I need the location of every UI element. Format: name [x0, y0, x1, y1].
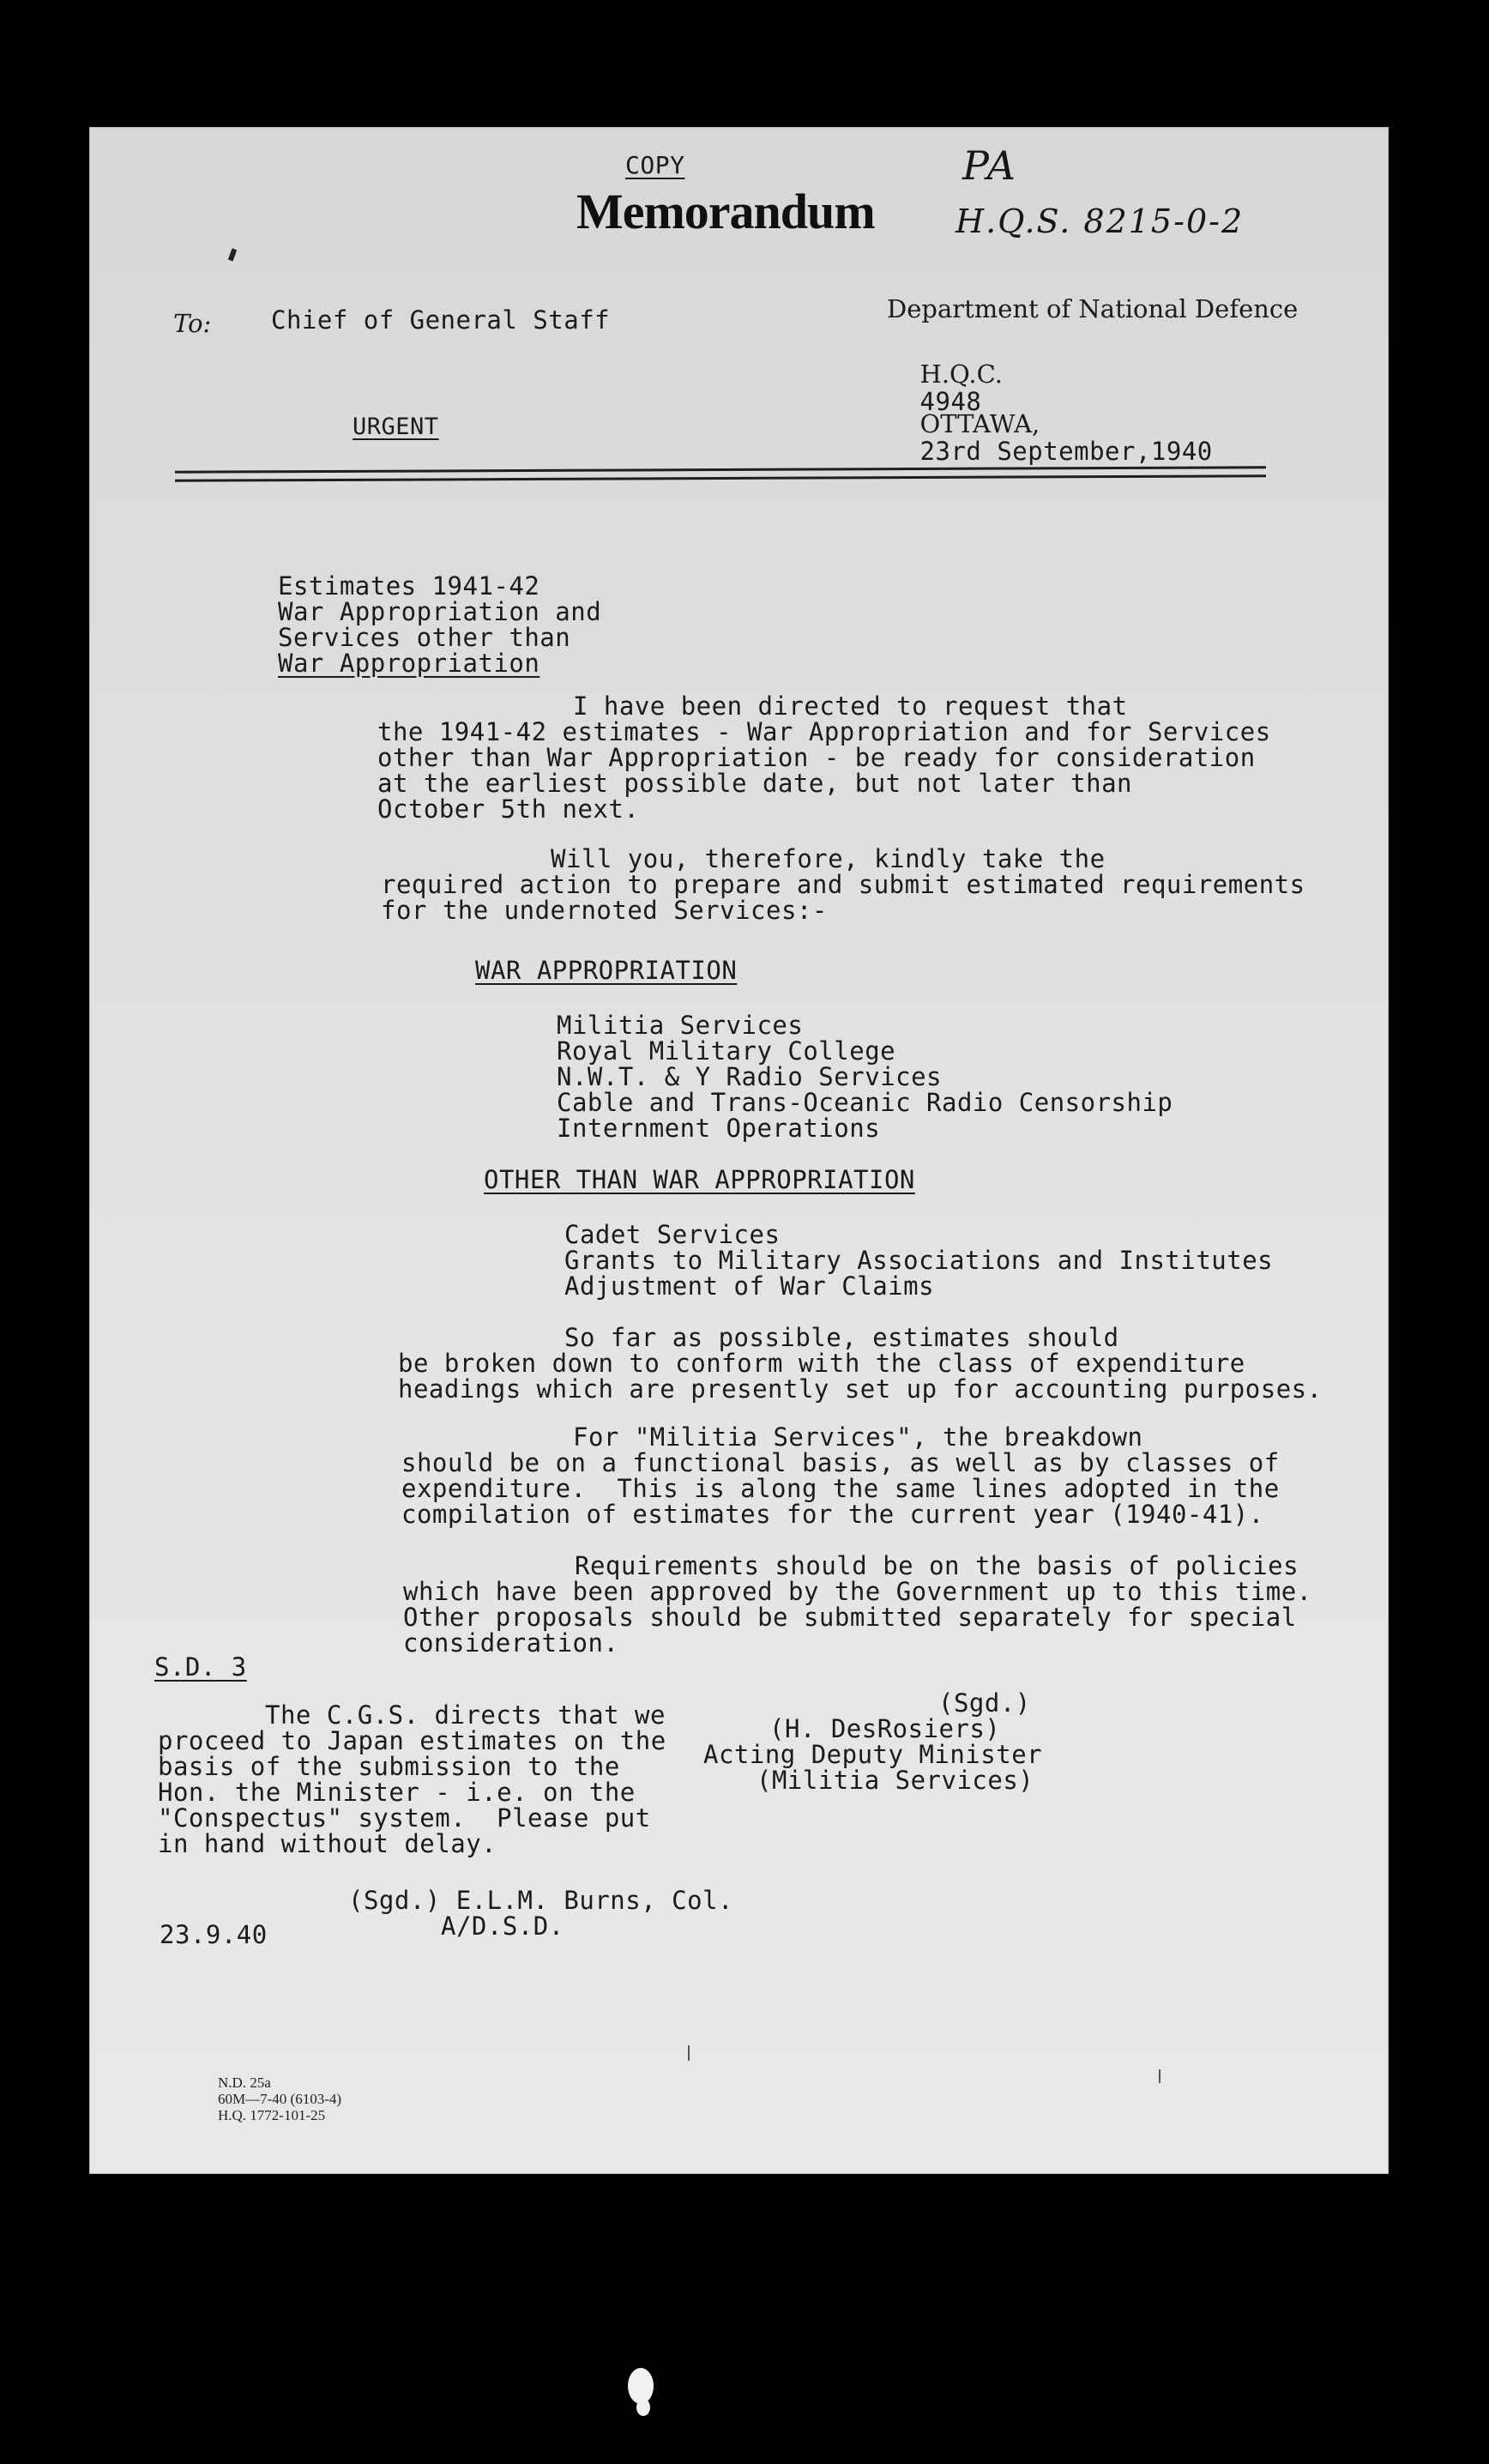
para4-line-1: For "Militia Services", the breakdown [573, 1422, 1143, 1452]
memorandum-title: Memorandum [576, 184, 875, 239]
war-appropriation-heading: WAR APPROPRIATION [475, 956, 738, 985]
para4-line-3: expenditure. This is along the same lines adopted in the [401, 1474, 1280, 1503]
para1-line-4: at the earliest possible date, but not later than [377, 769, 1133, 798]
background-speck [636, 2399, 650, 2416]
para3-line-3: headings which are presently set up for accounting purposes. [398, 1374, 1323, 1404]
minute-line-1: The C.G.S. directs that we [265, 1700, 666, 1730]
minute-line-5: "Conspectus" system. Please put [158, 1803, 651, 1833]
handwritten-initials: PA [962, 142, 1017, 189]
subject-line-2: War Appropriation and [278, 597, 602, 626]
war-item-4: Cable and Trans-Oceanic Radio Censorship [557, 1088, 1173, 1117]
form-code-line-2: 60M—7-40 (6103-4) [218, 2091, 342, 2107]
war-item-2: Royal Military College [557, 1036, 896, 1066]
other-appropriation-heading: OTHER THAN WAR APPROPRIATION [484, 1165, 915, 1194]
ink-mark [228, 248, 237, 261]
minute-signed-by: (Sgd.) E.L.M. Burns, Col. [348, 1886, 733, 1915]
copy-label: COPY [625, 151, 685, 179]
memo-date: 23rd September,1940 [919, 437, 1213, 466]
urgent-label: URGENT [353, 414, 439, 440]
department-name: Department of National Defence [887, 294, 1299, 323]
para2-line-3: for the undernoted Services:- [381, 896, 828, 925]
para1-line-3: other than War Appropriation - be ready for consideration [377, 743, 1256, 772]
form-code-line-1: N.D. 25a [218, 2074, 271, 2091]
para4-line-4: compilation of estimates for the current year (1940-41). [401, 1500, 1264, 1529]
minute-reference: S.D. 3 [154, 1652, 247, 1682]
para3-line-1: So far as possible, estimates should [564, 1323, 1119, 1352]
ink-mark [1159, 2069, 1160, 2083]
other-item-2: Grants to Military Associations and Institutes [564, 1246, 1274, 1275]
signature-branch: (Militia Services) [757, 1766, 1034, 1795]
para2-line-1: Will you, therefore, kindly take the [551, 844, 1106, 873]
hqc-number: 4948 [919, 387, 982, 416]
para4-line-2: should be on a functional basis, as well as by classes of [401, 1448, 1280, 1477]
subject-line-3: Services other than [278, 623, 571, 652]
city: OTTAWA, [919, 409, 1040, 438]
para1-line-1: I have been directed to request that [573, 691, 1128, 721]
memorandum-page [89, 127, 1389, 2174]
para5-line-1: Requirements should be on the basis of policies [575, 1551, 1299, 1580]
hqc-prefix: H.Q.C. [919, 359, 1003, 389]
para5-line-4: consideration. [403, 1628, 619, 1658]
para5-line-2: which have been approved by the Government up to this time. [403, 1577, 1312, 1606]
war-item-3: N.W.T. & Y Radio Services [557, 1062, 942, 1091]
minute-date: 23.9.40 [160, 1920, 268, 1949]
minute-line-4: Hon. the Minister - i.e. on the [158, 1778, 636, 1807]
para3-line-2: be broken down to conform with the class of expenditure [398, 1349, 1245, 1378]
handwritten-file-number: H.Q.S. 8215-0-2 [955, 202, 1245, 240]
war-item-5: Internment Operations [557, 1114, 881, 1143]
subject-line-1: Estimates 1941-42 [278, 571, 540, 601]
minute-line-2: proceed to Japan estimates on the [158, 1726, 666, 1755]
ink-mark [688, 2045, 690, 2061]
other-item-1: Cadet Services [564, 1220, 781, 1249]
war-item-1: Militia Services [557, 1011, 804, 1040]
to-recipient: Chief of General Staff [271, 305, 611, 335]
form-code-line-3: H.Q. 1772-101-25 [218, 2107, 326, 2123]
minute-signed-title: A/D.S.D. [441, 1911, 564, 1941]
minute-line-6: in hand without delay. [158, 1829, 497, 1858]
para1-line-2: the 1941-42 estimates - War Appropriation and for Services [377, 717, 1271, 746]
to-label: To: [173, 309, 212, 338]
signature-sgd: (Sgd.) [938, 1688, 1031, 1718]
para1-line-5: October 5th next. [377, 794, 640, 824]
para5-line-3: Other proposals should be submitted separately for special [403, 1603, 1297, 1632]
signature-name: (H. DesRosiers) [769, 1714, 1001, 1743]
other-item-3: Adjustment of War Claims [564, 1271, 935, 1301]
subject-line-4: War Appropriation [278, 649, 540, 678]
signature-title: Acting Deputy Minister [703, 1740, 1043, 1769]
para2-line-2: required action to prepare and submit estimated requirements [381, 870, 1305, 899]
minute-line-3: basis of the submission to the [158, 1752, 620, 1781]
